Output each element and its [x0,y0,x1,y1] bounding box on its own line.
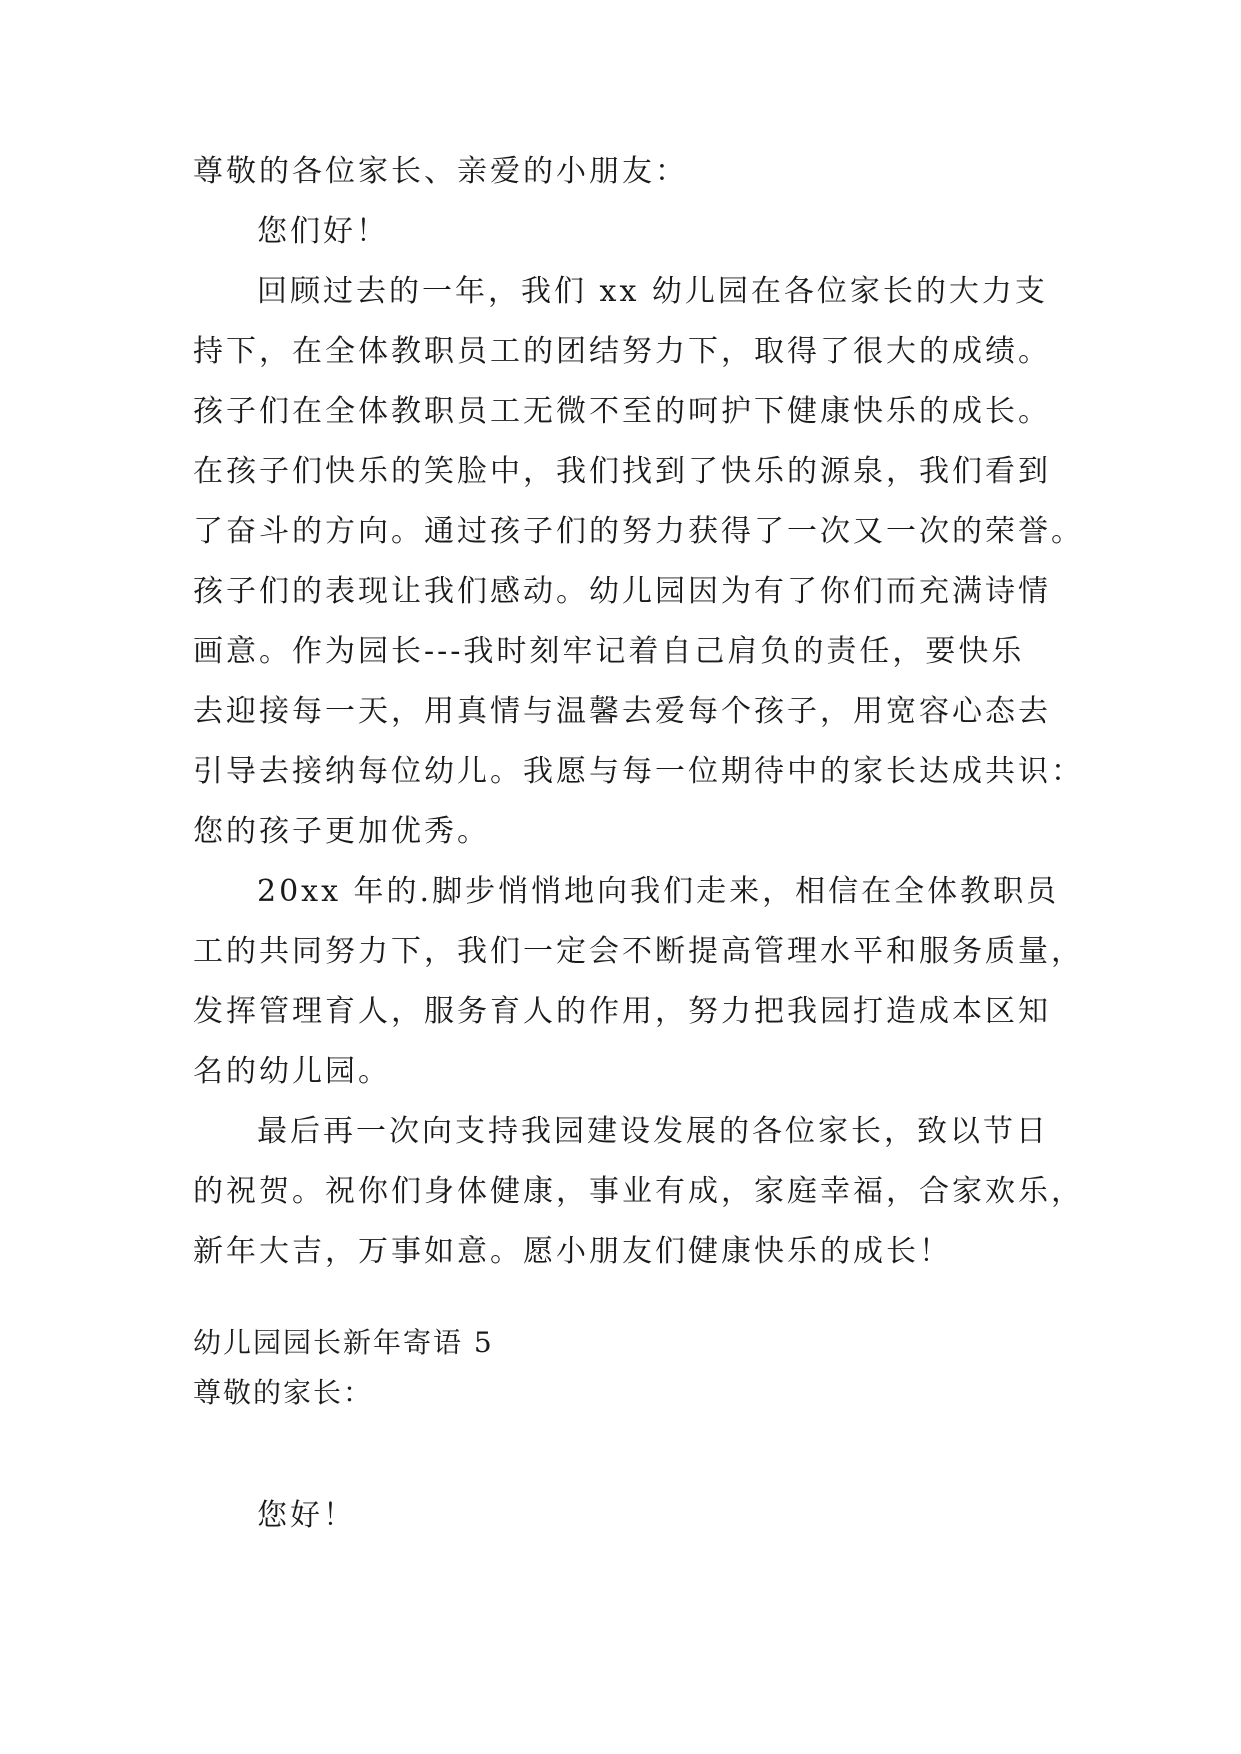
paragraph-line: 工的共同努力下，我们一定会不断提高管理水平和服务质量， [193,934,1084,969]
paragraph-line: 引导去接纳每位幼儿。我愿与每一位期待中的家长达成共识： [193,754,1084,789]
letter1-paragraph-2 [193,862,1084,1102]
paragraph-line: 画意。作为园长---我时刻牢记着自己肩负的责任，要快乐 [193,634,1025,669]
paragraph-line: 最后再一次向支持我园建设发展的各位家长，致以节日 [257,1114,1049,1149]
paragraph-line: 20xx 年的.脚步悄悄地向我们走来，相信在全体教职员 [257,874,1060,909]
paragraph-line: 名的幼儿园。 [193,1054,391,1089]
paragraph-line: 发挥管理育人，服务育人的作用，努力把我园打造成本区知 [193,994,1051,1029]
letter2-greeting: 尊敬的家长： [193,1376,374,1409]
paragraph-line: 在孩子们快乐的笑脸中，我们找到了快乐的源泉，我们看到 [193,454,1051,489]
letter1 [193,142,1084,1282]
paragraph-line: 孩子们在全体教职员工无微不至的呵护下健康快乐的成长。 [193,394,1051,429]
paragraph-line: 您的孩子更加优秀。 [193,814,490,849]
paragraph-line: 的祝贺。祝你们身体健康，事业有成，家庭幸福，合家欢乐， [193,1174,1084,1209]
letter2 [193,1318,1053,1418]
letter2-salutation: 您好！ [257,1498,356,1533]
letter2-body [193,1486,1053,1546]
paragraph-line: 去迎接每一天，用真情与温馨去爱每个孩子，用宽容心态去 [193,694,1051,729]
letter2-title: 幼儿园园长新年寄语 5 [193,1326,494,1359]
letter1-greeting: 尊敬的各位家长、亲爱的小朋友： [193,154,688,189]
paragraph-line: 回顾过去的一年，我们 xx 幼儿园在各位家长的大力支 [257,274,1048,309]
paragraph-line: 新年大吉，万事如意。愿小朋友们健康快乐的成长！ [193,1234,952,1269]
letter1-salutation: 您们好！ [257,214,389,249]
letter1-paragraph-1 [193,262,1084,862]
letter1-paragraph-3 [193,1102,1084,1282]
paragraph-line: 孩子们的表现让我们感动。幼儿园因为有了你们而充满诗情 [193,574,1051,609]
paragraph-line: 持下，在全体教职员工的团结努力下，取得了很大的成绩。 [193,334,1051,369]
paragraph-line: 了奋斗的方向。通过孩子们的努力获得了一次又一次的荣誉。 [193,514,1084,549]
